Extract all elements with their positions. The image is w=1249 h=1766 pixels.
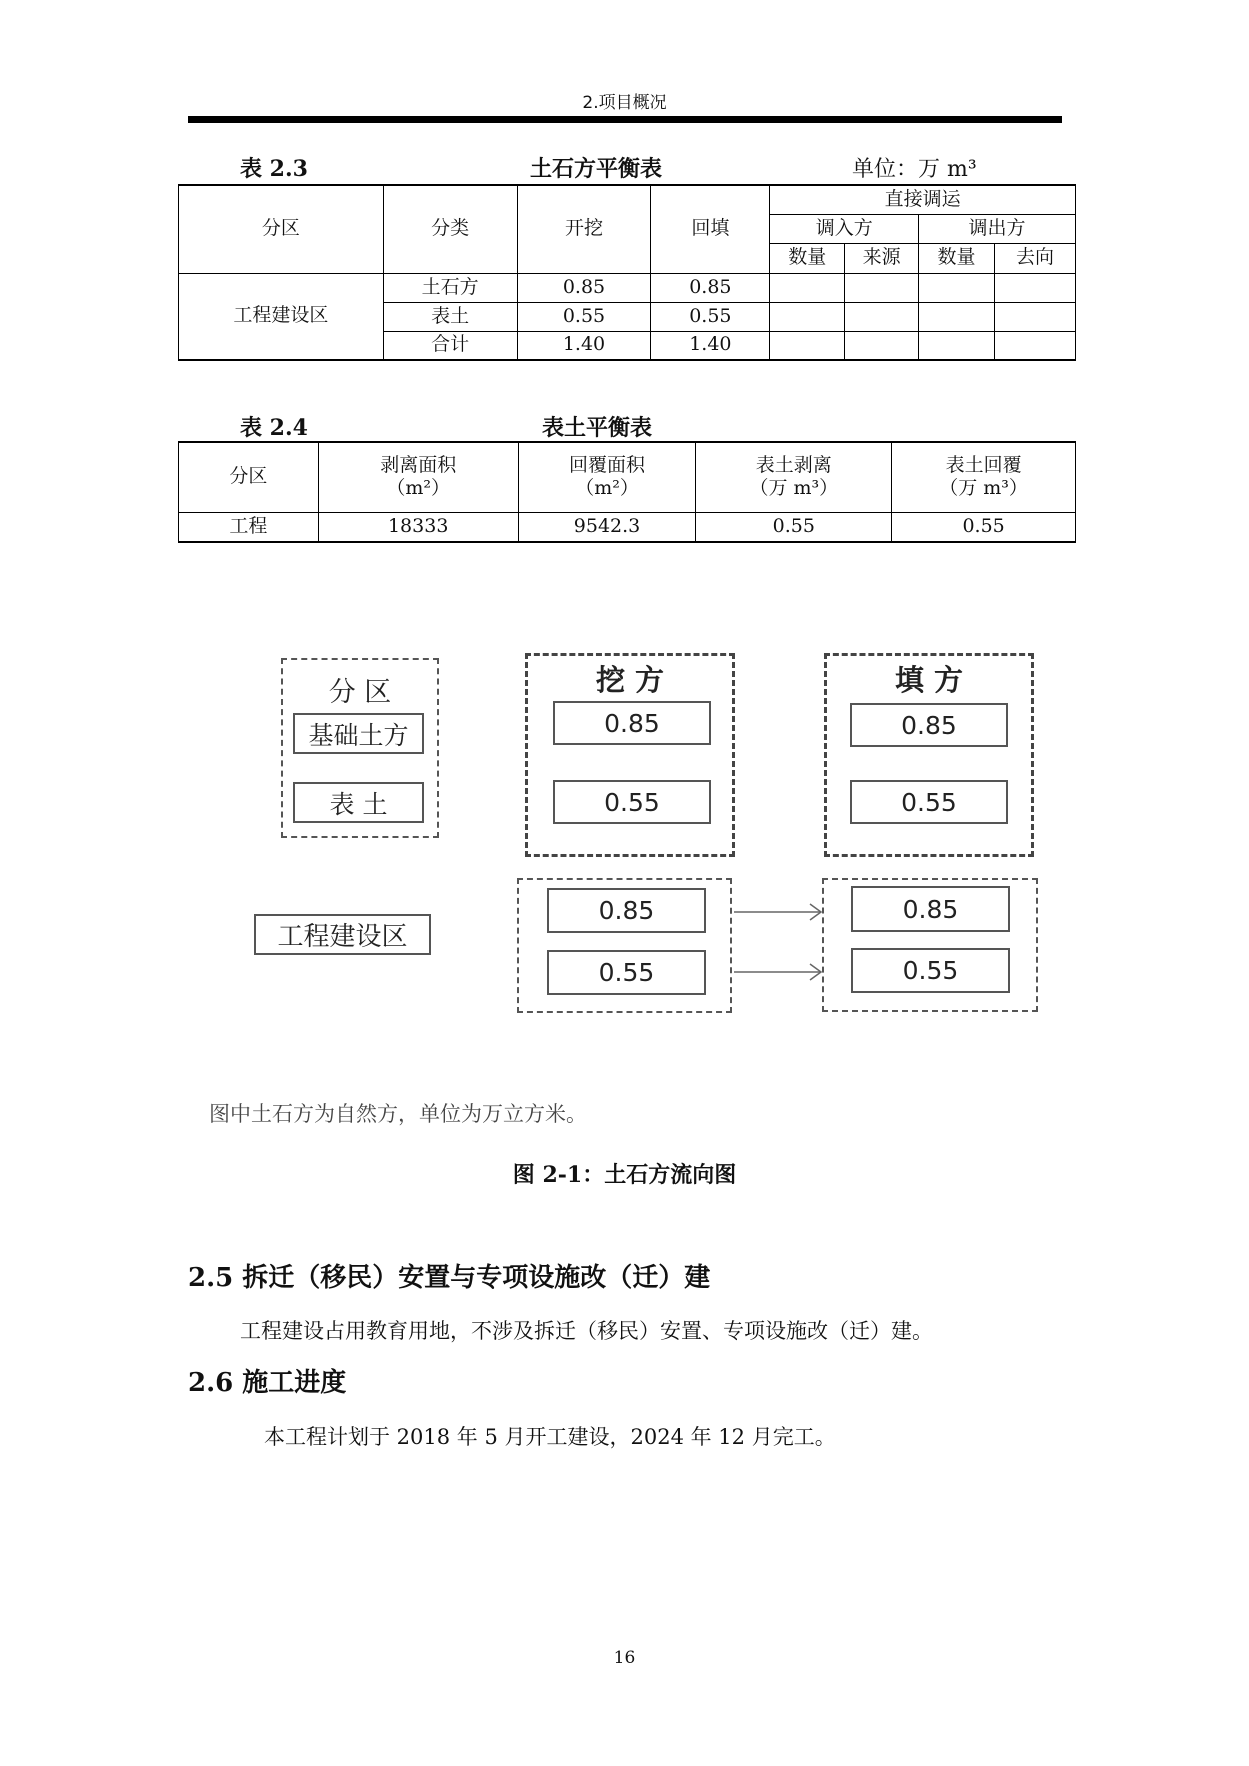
category-cell: 土石方 — [383, 273, 517, 302]
header-out-dest: 去向 — [995, 243, 1076, 273]
table-2-3-unit: 单位：万 m³ — [852, 157, 977, 182]
header-cover-area: 回覆面积 （m²） — [518, 442, 696, 512]
figure-note: 图中土石方为自然方，单位为万立方米。 — [209, 1102, 587, 1126]
header-cover-volume: 表土回覆 （万 m³） — [892, 442, 1076, 512]
zone-cell: 工程建设区 — [179, 273, 384, 360]
fill-cell: 0.55 — [651, 302, 770, 331]
zone-dig-earthwork: 0.85 — [547, 888, 706, 933]
zone-label-construction-area: 工程建设区 — [254, 914, 431, 955]
table-row — [179, 273, 1076, 302]
dig-value-earthwork: 0.85 — [553, 701, 711, 745]
earthwork-balance-table — [178, 184, 1076, 361]
running-header: 2.项目概况 — [582, 93, 667, 113]
legend-item-base-earthwork: 基础土方 — [293, 713, 424, 754]
header-category: 分类 — [383, 185, 517, 273]
fill-cell: 1.40 — [651, 331, 770, 360]
fill-value-earthwork: 0.85 — [850, 703, 1008, 747]
header-strip-area: 剥离面积 （m²） — [318, 442, 518, 512]
header-transfer-in: 调入方 — [770, 214, 919, 243]
header-fill: 回填 — [651, 185, 770, 273]
header-in-qty: 数量 — [770, 243, 845, 273]
table-2-3-title: 土石方平衡表 — [530, 156, 663, 182]
section-2-5-text: 工程建设占用教育用地，不涉及拆迁（移民）安置、专项设施改（迁）建。 — [240, 1319, 933, 1343]
section-2-6-text: 本工程计划于 2018 年 5 月开工建设，2024 年 12 月完工。 — [264, 1425, 836, 1449]
fill-cell: 0.85 — [651, 273, 770, 302]
header-zone: 分区 — [179, 442, 319, 512]
dig-cell: 0.55 — [517, 302, 651, 331]
table-2-3-label: 表 2.3 — [240, 156, 308, 182]
page-number: 16 — [613, 1648, 636, 1668]
flow-arrows — [732, 900, 827, 990]
dig-cell: 1.40 — [517, 331, 651, 360]
table-2-4-title: 表土平衡表 — [542, 415, 653, 441]
zone-fill-earthwork: 0.85 — [851, 886, 1010, 932]
header-transfer-out: 调出方 — [919, 214, 1076, 243]
header-strip-volume: 表土剥离 （万 m³） — [696, 442, 892, 512]
legend-title: 分 区 — [328, 677, 392, 708]
header-in-source: 来源 — [845, 243, 919, 273]
header-direct-transport: 直接调运 — [770, 185, 1076, 214]
dig-value-topsoil: 0.55 — [553, 780, 711, 824]
fill-title: 填 方 — [894, 663, 964, 697]
header-rule — [188, 116, 1062, 123]
category-cell: 合计 — [383, 331, 517, 360]
table-row: 工程 18333 9542.3 0.55 0.55 — [179, 512, 1076, 542]
section-2-6-heading: 2.6 施工进度 — [188, 1368, 347, 1398]
zone-fill-topsoil: 0.55 — [851, 948, 1010, 993]
dig-cell: 0.85 — [517, 273, 651, 302]
legend-item-topsoil: 表 土 — [293, 782, 424, 823]
category-cell: 表土 — [383, 302, 517, 331]
zone-dig-topsoil: 0.55 — [547, 950, 706, 995]
topsoil-balance-table — [178, 441, 1076, 543]
dig-title: 挖 方 — [595, 663, 665, 697]
table-2-4-label: 表 2.4 — [240, 415, 308, 441]
header-out-qty: 数量 — [919, 243, 995, 273]
header-zone: 分区 — [179, 185, 384, 273]
section-2-5-heading: 2.5 拆迁（移民）安置与专项设施改（迁）建 — [188, 1263, 711, 1293]
fill-value-topsoil: 0.55 — [850, 780, 1008, 824]
header-dig: 开挖 — [517, 185, 651, 273]
figure-caption: 图 2-1：土石方流向图 — [512, 1162, 737, 1188]
